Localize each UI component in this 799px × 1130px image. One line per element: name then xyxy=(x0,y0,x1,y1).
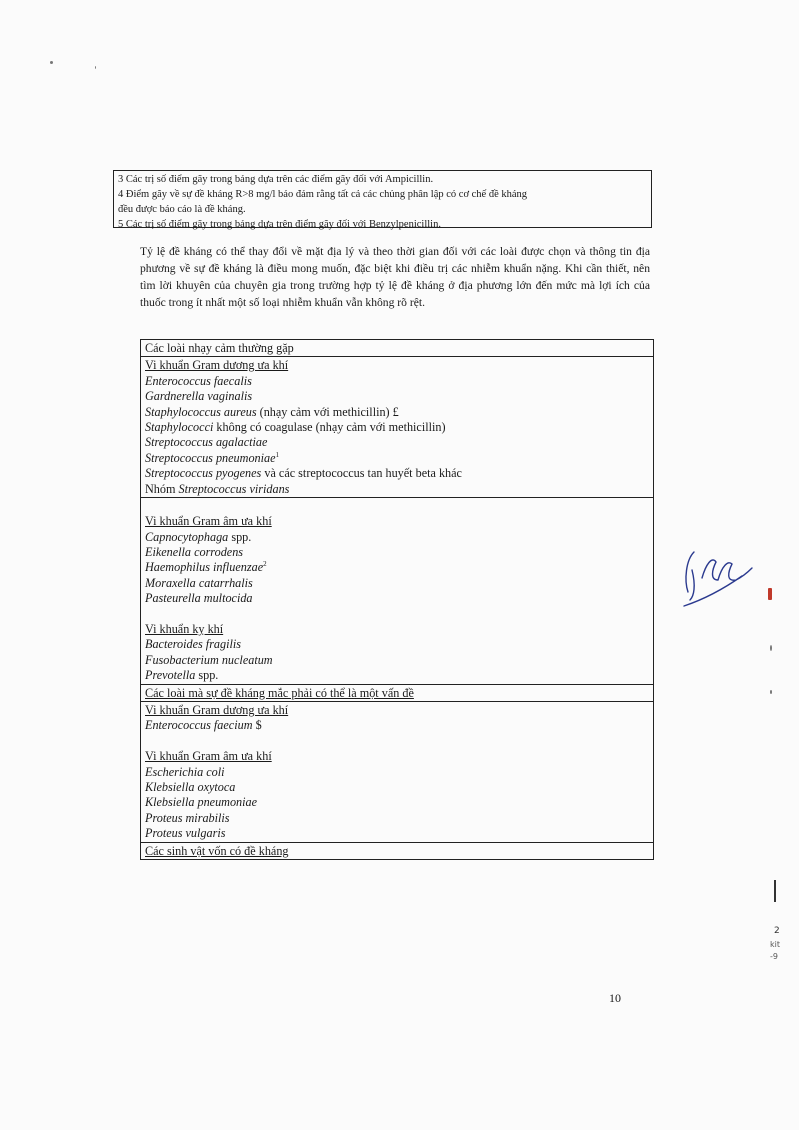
footnote-3: 3 Các trị số điểm gãy trong bảng dựa trên các điểm gãy đối với Ampicillin. xyxy=(118,174,434,185)
list-item: Streptococcus agalactiae xyxy=(145,435,268,450)
group-gram-negative-aerobic: Vi khuẩn Gram âm ưa khí xyxy=(145,514,272,529)
list-item: Proteus mirabilis xyxy=(145,810,230,825)
list-item: Proteus vulgaris xyxy=(145,826,226,841)
header-intrinsic-resistance: Các sinh vật vốn có đề kháng xyxy=(145,843,289,858)
group-gram-positive-aerobic: Vi khuẩn Gram dương ưa khí xyxy=(145,702,289,717)
resistance-paragraph: Tỷ lệ đề kháng có thể thay đổi về mặt địa lý và theo thời gian đối với các loài được chọn và thông tin địa phương về sự đề kháng là điều mong muốn, đặc biệt khi điều trị các nhiễm khuẩn nặng. Khi cần thiết, nên tìm lời khuyên của chuyên gia trong trường hợp tỷ lệ đề kháng ở địa phương lớn đến mức mà lợi ích của thuốc trong ít nhất một số loại nhiễm khuẩn vẫn không rõ rệt. xyxy=(140,245,650,309)
edge-text: 2 xyxy=(774,926,780,936)
list-item: Gardnerella vaginalis xyxy=(145,389,253,404)
edge-mark xyxy=(768,588,772,600)
list-item: Fusobacterium nucleatum xyxy=(145,652,273,667)
list-item: Staphylococcus aureus (nhạy cảm với methicillin) £ xyxy=(145,404,399,419)
header-acquired-resistance: Các loài mà sự đề kháng mắc phải có thể là một vấn đề xyxy=(145,685,414,700)
group-gram-positive-aerobic: Vi khuẩn Gram dương ưa khí xyxy=(145,358,289,373)
list-item: Streptococcus pneumoniae$^1$ xyxy=(145,450,280,465)
header-susceptible: Các loài nhạy cảm thường gặp xyxy=(145,341,294,355)
group-anaerobic: Vi khuẩn kỵ khí xyxy=(145,622,224,637)
footnotes-box xyxy=(113,170,652,228)
list-item: Enterococcus faecium $ xyxy=(145,718,262,733)
edge-mark xyxy=(774,880,776,902)
table-row xyxy=(141,497,653,684)
list-item: Bacteroides fragilis xyxy=(145,637,242,652)
signature-mark xyxy=(672,540,762,610)
list-item: Klebsiella pneumoniae xyxy=(145,795,258,810)
table-row xyxy=(141,356,653,497)
list-item: Moraxella catarrhalis xyxy=(145,575,253,590)
scan-speck xyxy=(50,61,53,64)
list-item: Klebsiella oxytoca xyxy=(145,779,236,794)
edge-mark xyxy=(770,690,772,694)
edge-text: kit xyxy=(770,940,780,949)
list-item: Eikenella corrodens xyxy=(145,545,244,560)
list-item: Nhóm Streptococcus viridans xyxy=(145,481,290,496)
list-item: Enterococcus faecalis xyxy=(145,373,252,388)
list-item: Escherichia coli xyxy=(145,764,225,779)
list-item: Streptococcus pyogenes và các streptococcus tan huyết beta khác xyxy=(145,466,462,481)
scan-speck xyxy=(95,66,96,69)
table-header-row xyxy=(141,842,653,859)
page-number: 10 xyxy=(609,991,621,1005)
edge-mark xyxy=(770,645,772,651)
list-item: Staphylococci không có coagulase (nhạy cảm với methicillin) xyxy=(145,419,446,434)
edge-text: -9 xyxy=(770,952,778,961)
table-header-row xyxy=(141,340,653,356)
group-gram-negative-aerobic: Vi khuẩn Gram âm ưa khí xyxy=(145,749,272,764)
footnote-4-cont: đều được báo cáo là đề kháng. xyxy=(118,204,246,215)
list-item: Haemophilus influenzae$^2$ xyxy=(145,560,267,575)
table-header-row xyxy=(141,684,653,701)
list-item: Capnocytophaga spp. xyxy=(145,529,252,544)
susceptibility-table xyxy=(140,339,654,860)
footnote-4: 4 Điểm gãy về sự đề kháng R>8 mg/l bảo đảm rằng tất cả các chủng phân lập có cơ chế đề kháng xyxy=(118,189,528,200)
footnote-5: 5 Các trị số điểm gãy trong bảng dựa trên điểm gãy đối với Benzylpenicillin. xyxy=(118,219,441,230)
list-item: Pasteurella multocida xyxy=(145,591,253,606)
table-row xyxy=(141,701,653,842)
list-item: Prevotella spp. xyxy=(145,668,219,683)
